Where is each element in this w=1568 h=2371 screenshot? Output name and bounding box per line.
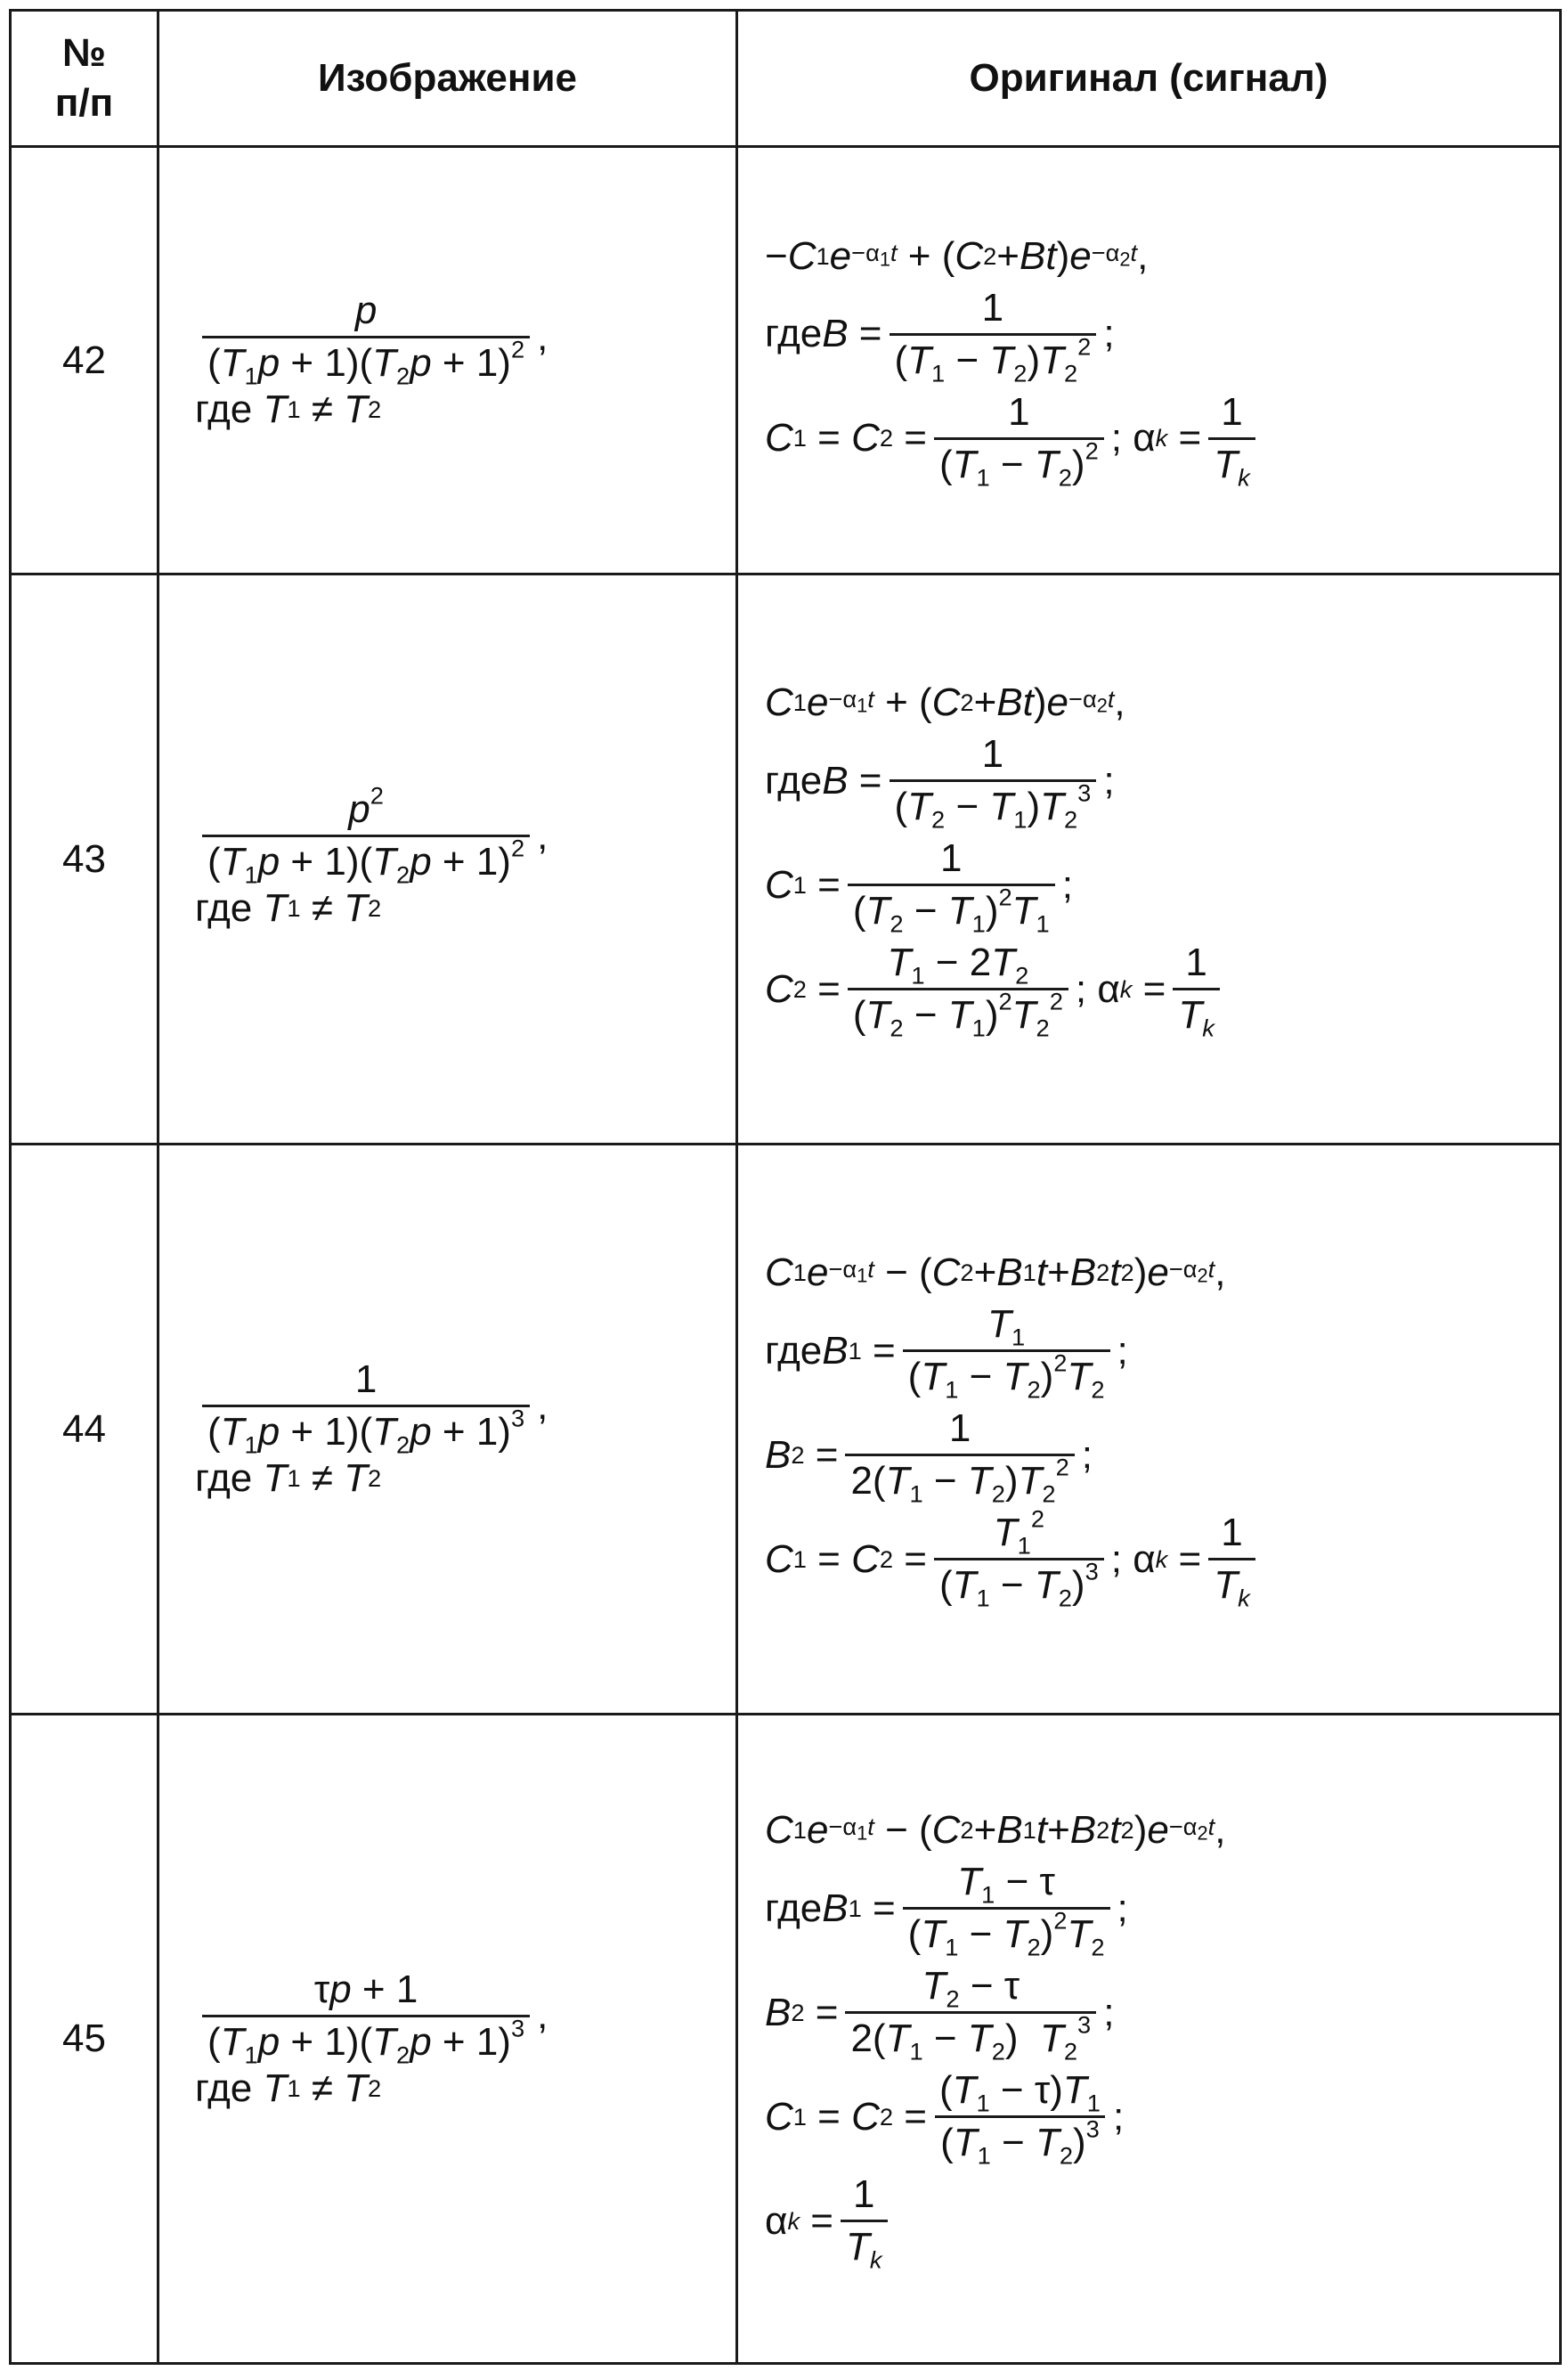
header-image: Изображение (158, 11, 737, 147)
table-row (11, 1145, 1561, 1715)
header-row (11, 11, 1561, 147)
image-expression: $\frac{p}{(T_1p + 1)(T_2p + 1)^2}$ , где T 1 ≠ T 2 (195, 289, 548, 431)
header-num: № п/п (11, 11, 158, 147)
row-number: 45 (11, 1715, 158, 2364)
row-number: 42 (11, 147, 158, 574)
row-number: 43 (11, 574, 158, 1145)
original-cell (737, 1145, 1561, 1715)
table-row (11, 1715, 1561, 2364)
image-cell (158, 574, 737, 1145)
image-expression: $\frac{p^2}{(T_1p + 1)(T_2p + 1)^2}$ , где T 1 ≠ T 2 (195, 781, 548, 930)
header-original: Оригинал (сигнал) (737, 11, 1561, 147)
image-cell (158, 1145, 737, 1715)
original-expression: − C 1 e $-\alpha_1t$ + ( C 2 + Bt ) e $-\alpha_2t$ , где B = $\frac{1}{(T_1 - T_2)T_2^2}$ ; C 1 = C 2 = $\frac{1}{(T_1 - T_2)^2}$ ; α k = $\frac{1}{T_k}$ (765, 237, 1559, 485)
table-row (11, 574, 1561, 1145)
image-expression: $\frac{1}{(T_1p + 1)(T_2p + 1)^3}$ , где T 1 ≠ T 2 (195, 1357, 548, 1500)
laplace-transform-table (9, 9, 1562, 2365)
original-cell (737, 574, 1561, 1145)
image-expression: $\frac{\tau p + 1}{(T_1p + 1)(T_2p + 1)^3}$ , где T 1 ≠ T 2 (195, 1967, 548, 2110)
image-cell (158, 1715, 737, 2364)
original-cell (737, 147, 1561, 574)
original-expression: C 1 e $-\alpha_1t$ − ( C 2 + B 1 t + B 2 t 2 ) e $-\alpha_2t$ , где B 1 = $\frac{T_1}{(T_1 - T_2)^2T_2}$ ; B 2 = $\frac{1}{2(T_1 - T_2)T_2^2}$ ; C 1 = C 2 = $\frac{T_1^2}{(T_1 - T_2)^3}$ ; α k = $\frac{1}{T_k}$ (765, 1253, 1559, 1605)
original-expression: C 1 e $-\alpha_1t$ + ( C 2 + Bt ) e $-\alpha_2t$ , где B = $\frac{1}{(T_2 - T_1)T_2^3}$ ; C 1 = $\frac{1}{(T_2 - T_1)^2T_1}$ ; C 2 = $\frac{T_1 - 2T_2}{(T_2 - T_1)^2T_2^2}$ ; α k = $\frac{1}{T_k}$ (765, 683, 1559, 1035)
original-cell (737, 1715, 1561, 2364)
table-row (11, 147, 1561, 574)
image-cell (158, 147, 737, 574)
row-number: 44 (11, 1145, 158, 1715)
original-expression: C 1 e $-\alpha_1t$ − ( C 2 + B 1 t + B 2 t 2 ) e $-\alpha_2t$ , где B 1 = $\frac{T_1 - \tau}{(T_1 - T_2)^2T_2}$ ; B 2 = $\frac{T_2 - \tau}{2(T_1 - T_2) T_2^3}$ ; C 1 = C 2 = $\frac{(T_1 - \tau)T_1}{(T_1 - T_2)^3}$ ; α k = $\frac{1}{T_k}$ (765, 1808, 1226, 2274)
